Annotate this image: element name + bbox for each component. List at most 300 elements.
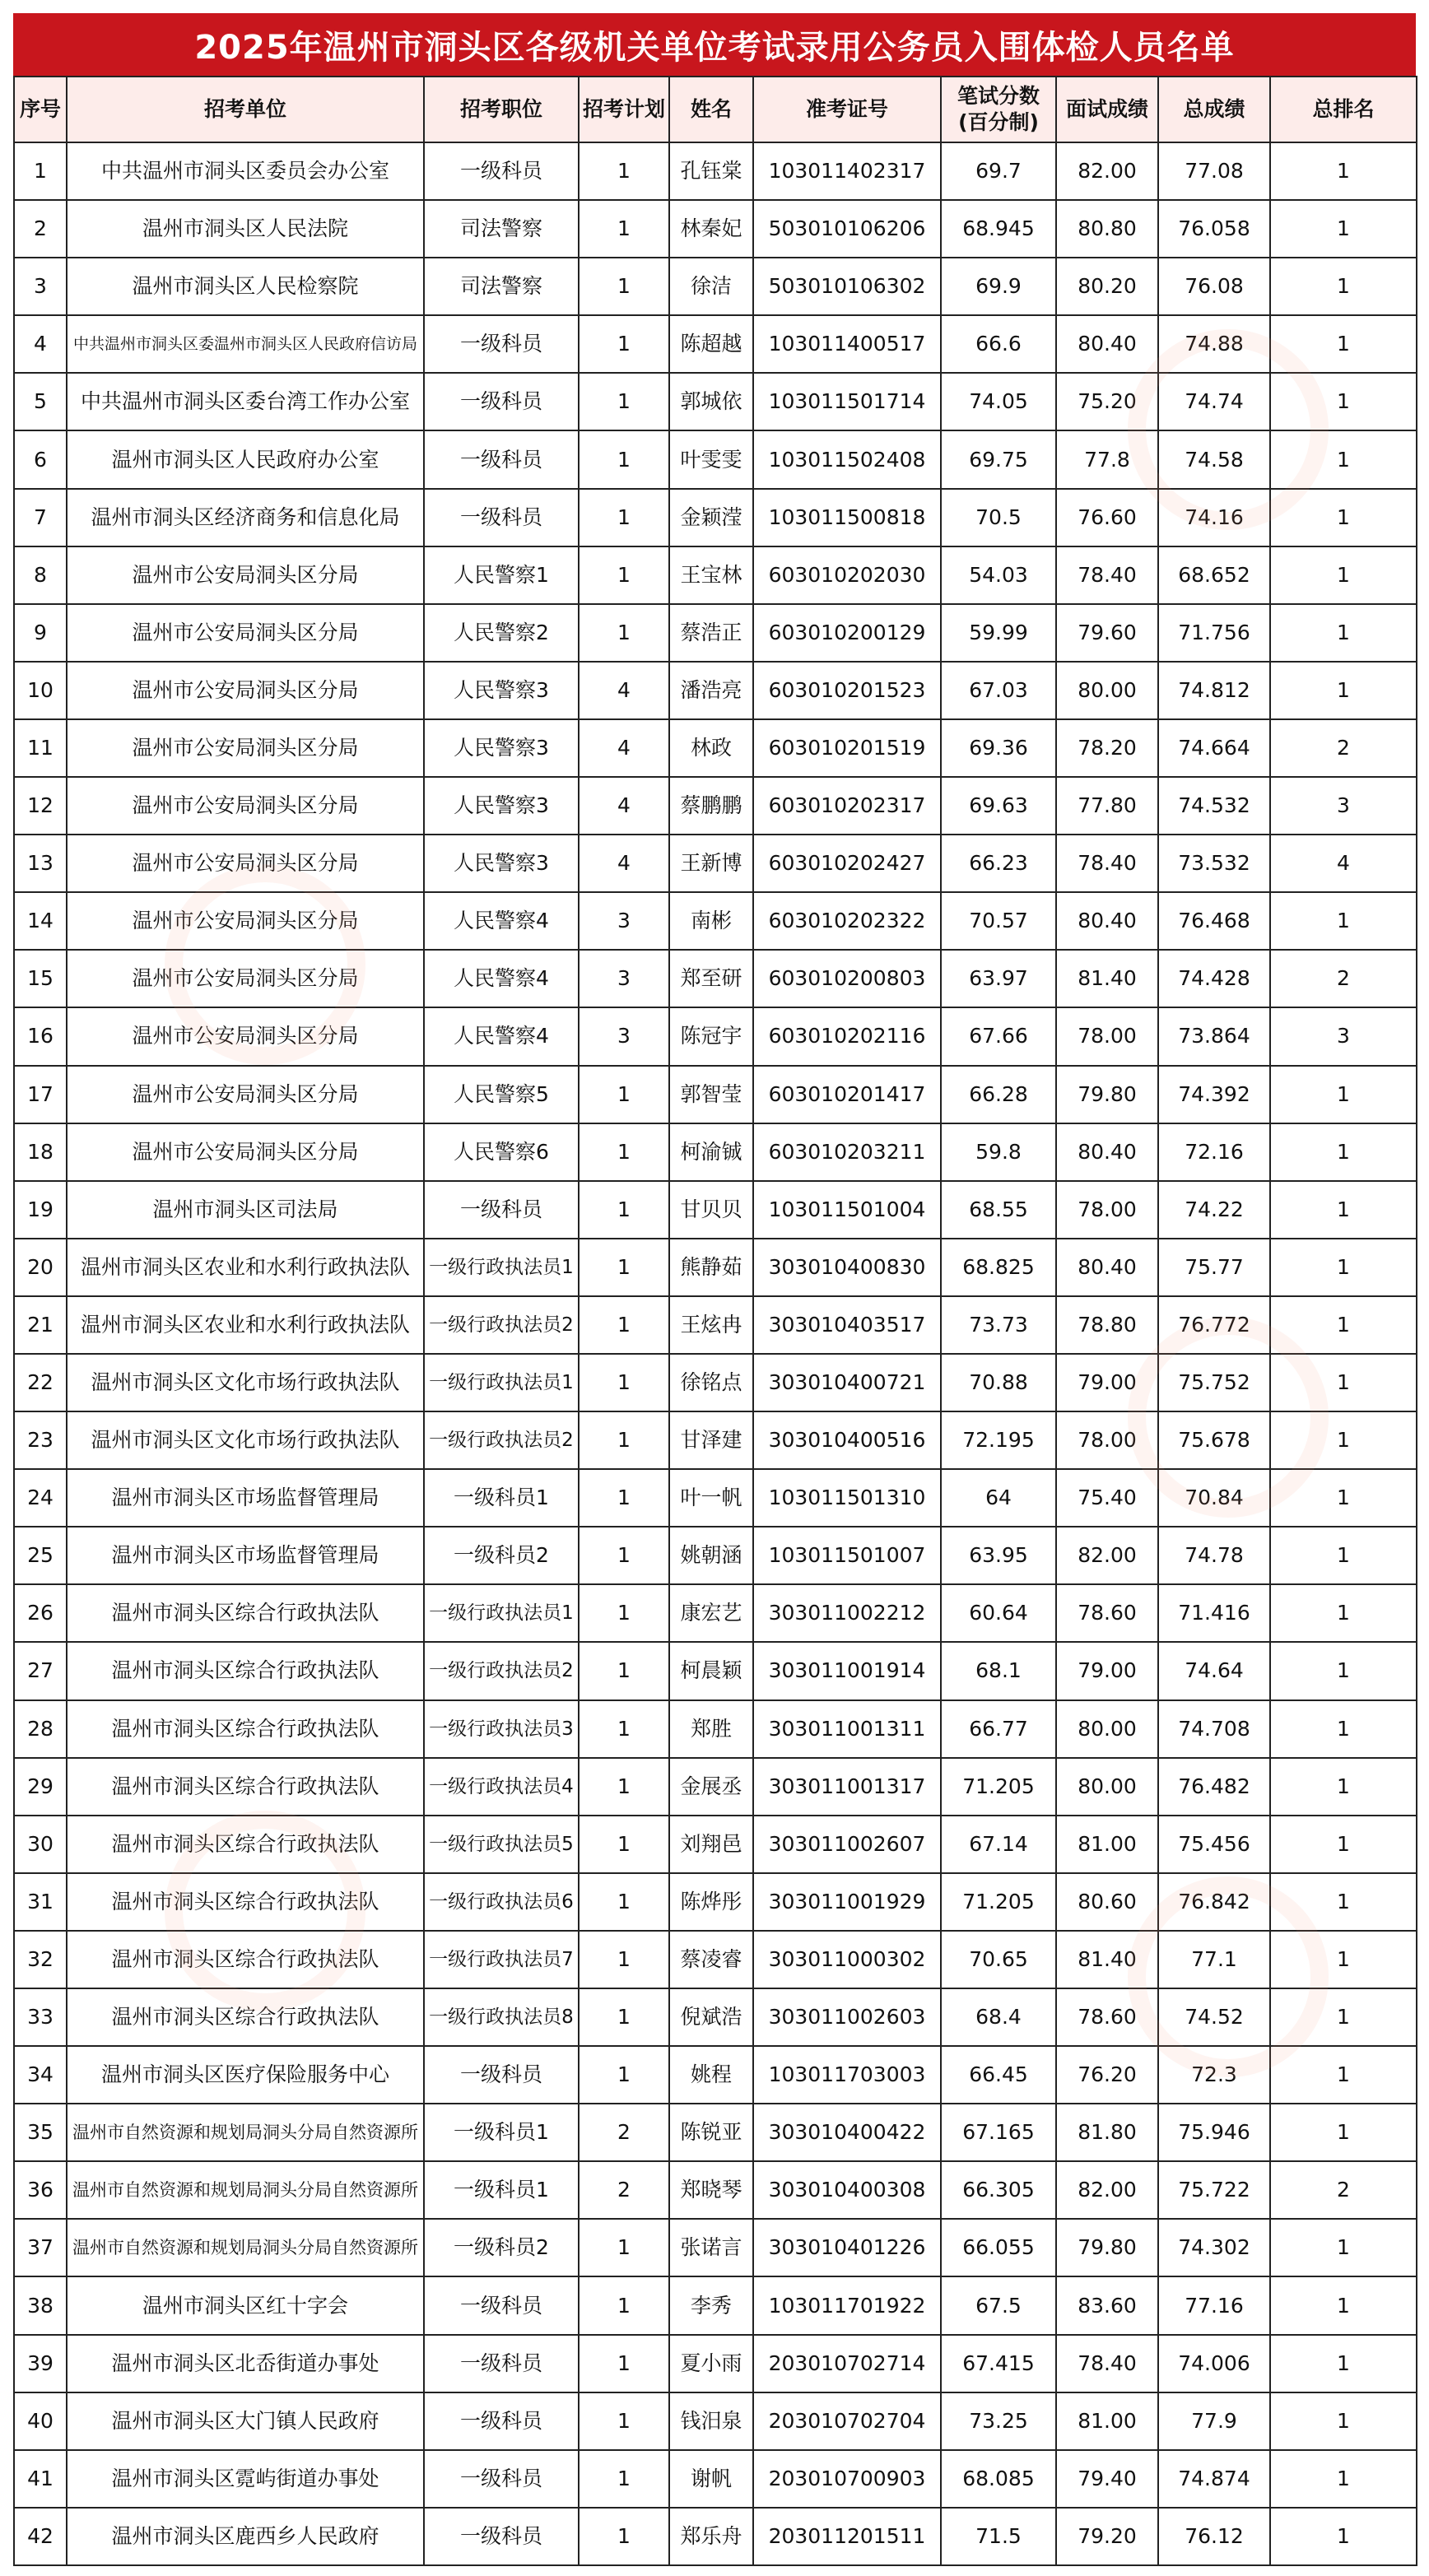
table-body — [14, 142, 1417, 2565]
table-row — [14, 1007, 1417, 1065]
cell-name: 甘贝贝 — [669, 1181, 753, 1239]
cell-plan: 1 — [579, 1873, 669, 1931]
cell-plan: 1 — [579, 1988, 669, 2046]
table-row — [14, 1988, 1417, 2046]
cell-written-score: 69.9 — [941, 258, 1056, 315]
table-row — [14, 950, 1417, 1007]
cell-position: 一级科员 — [424, 489, 579, 546]
cell-name: 王炫冉 — [669, 1296, 753, 1354]
table-row — [14, 430, 1417, 488]
cell-name: 陈冠宇 — [669, 1007, 753, 1065]
cell-written-score: 59.99 — [941, 604, 1056, 662]
cell-rank: 1 — [1270, 1642, 1417, 1700]
cell-seq: 4 — [14, 315, 67, 373]
cell-unit: 温州市洞头区经济商务和信息化局 — [67, 489, 424, 546]
cell-name: 姚朝涵 — [669, 1527, 753, 1584]
cell-position: 人民警察3 — [424, 835, 579, 892]
cell-total-score: 75.722 — [1158, 2161, 1270, 2219]
cell-position: 一级科员1 — [424, 2104, 579, 2161]
cell-exam-no: 203010702704 — [753, 2392, 941, 2450]
cell-exam-no: 303010400308 — [753, 2161, 941, 2219]
cell-total-score: 75.456 — [1158, 1816, 1270, 1873]
cell-seq: 21 — [14, 1296, 67, 1354]
cell-exam-no: 103011501310 — [753, 1469, 941, 1527]
table-row — [14, 2161, 1417, 2219]
cell-plan: 1 — [579, 2219, 669, 2276]
cell-exam-no: 103011501007 — [753, 1527, 941, 1584]
cell-written-score: 74.05 — [941, 373, 1056, 430]
cell-seq: 28 — [14, 1700, 67, 1758]
cell-plan: 1 — [579, 1296, 669, 1354]
cell-plan: 1 — [579, 1700, 669, 1758]
cell-unit: 温州市洞头区综合行政执法队 — [67, 1758, 424, 1816]
cell-rank: 1 — [1270, 315, 1417, 373]
cell-position: 一级科员 — [424, 1181, 579, 1239]
cell-total-score: 76.772 — [1158, 1296, 1270, 1354]
cell-interview-score: 81.40 — [1056, 950, 1158, 1007]
cell-interview-score: 81.40 — [1056, 1931, 1158, 1988]
cell-exam-no: 103011402317 — [753, 142, 941, 200]
cell-position: 人民警察4 — [424, 892, 579, 950]
cell-plan: 1 — [579, 1354, 669, 1411]
cell-seq: 15 — [14, 950, 67, 1007]
cell-exam-no: 103011502408 — [753, 430, 941, 488]
cell-name: 甘泽建 — [669, 1411, 753, 1469]
cell-written-score: 69.36 — [941, 719, 1056, 777]
cell-plan: 1 — [579, 604, 669, 662]
cell-rank: 1 — [1270, 546, 1417, 604]
cell-exam-no: 603010202030 — [753, 546, 941, 604]
cell-exam-no: 303010400422 — [753, 2104, 941, 2161]
cell-total-score: 77.9 — [1158, 2392, 1270, 2450]
cell-exam-no: 103011501714 — [753, 373, 941, 430]
cell-exam-no: 303011001929 — [753, 1873, 941, 1931]
cell-rank: 1 — [1270, 1181, 1417, 1239]
cell-unit: 温州市公安局洞头区分局 — [67, 950, 424, 1007]
cell-position: 一级科员2 — [424, 2219, 579, 2276]
cell-total-score: 74.22 — [1158, 1181, 1270, 1239]
cell-unit: 温州市自然资源和规划局洞头分局自然资源所 — [67, 2104, 424, 2161]
table-row — [14, 489, 1417, 546]
cell-rank: 1 — [1270, 2450, 1417, 2508]
cell-interview-score: 82.00 — [1056, 142, 1158, 200]
cell-interview-score: 80.40 — [1056, 1123, 1158, 1181]
cell-plan: 1 — [579, 2392, 669, 2450]
cell-written-score: 68.085 — [941, 2450, 1056, 2508]
cell-position: 一级科员 — [424, 430, 579, 488]
cell-seq: 5 — [14, 373, 67, 430]
table-row — [14, 719, 1417, 777]
table-row — [14, 1239, 1417, 1296]
cell-plan: 4 — [579, 719, 669, 777]
cell-interview-score: 78.60 — [1056, 1584, 1158, 1642]
cell-written-score: 66.6 — [941, 315, 1056, 373]
cell-exam-no: 303011002603 — [753, 1988, 941, 2046]
cell-position: 一级行政执法员1 — [424, 1584, 579, 1642]
cell-name: 蔡浩正 — [669, 604, 753, 662]
cell-seq: 16 — [14, 1007, 67, 1065]
table-row — [14, 2104, 1417, 2161]
table-row — [14, 892, 1417, 950]
cell-position: 一级科员 — [424, 142, 579, 200]
cell-unit: 温州市公安局洞头区分局 — [67, 546, 424, 604]
cell-position: 一级科员 — [424, 373, 579, 430]
cell-written-score: 66.055 — [941, 2219, 1056, 2276]
cell-name: 王宝林 — [669, 546, 753, 604]
cell-seq: 12 — [14, 777, 67, 835]
cell-exam-no: 503010106302 — [753, 258, 941, 315]
cell-position: 一级行政执法员1 — [424, 1354, 579, 1411]
cell-plan: 1 — [579, 373, 669, 430]
cell-unit: 温州市洞头区综合行政执法队 — [67, 1931, 424, 1988]
cell-unit: 温州市洞头区鹿西乡人民政府 — [67, 2508, 424, 2565]
cell-interview-score: 78.60 — [1056, 1988, 1158, 2046]
cell-rank: 2 — [1270, 719, 1417, 777]
header-written-score: 笔试分数(百分制) — [941, 77, 1056, 142]
cell-written-score: 63.95 — [941, 1527, 1056, 1584]
cell-unit: 中共温州市洞头区委温州市洞头区人民政府信访局 — [67, 315, 424, 373]
cell-rank: 1 — [1270, 1816, 1417, 1873]
cell-unit: 温州市洞头区大门镇人民政府 — [67, 2392, 424, 2450]
cell-total-score: 75.752 — [1158, 1354, 1270, 1411]
cell-unit: 中共温州市洞头区委台湾工作办公室 — [67, 373, 424, 430]
cell-position: 一级行政执法员2 — [424, 1411, 579, 1469]
cell-rank: 1 — [1270, 892, 1417, 950]
cell-interview-score: 77.80 — [1056, 777, 1158, 835]
cell-unit: 温州市公安局洞头区分局 — [67, 604, 424, 662]
cell-interview-score: 80.00 — [1056, 1700, 1158, 1758]
cell-unit: 温州市公安局洞头区分局 — [67, 892, 424, 950]
cell-exam-no: 303010403517 — [753, 1296, 941, 1354]
cell-rank: 1 — [1270, 142, 1417, 200]
cell-exam-no: 303010401226 — [753, 2219, 941, 2276]
cell-total-score: 76.058 — [1158, 200, 1270, 258]
cell-seq: 11 — [14, 719, 67, 777]
cell-name: 陈超越 — [669, 315, 753, 373]
cell-total-score: 74.78 — [1158, 1527, 1270, 1584]
table-row — [14, 1181, 1417, 1239]
cell-interview-score: 79.80 — [1056, 1066, 1158, 1123]
cell-interview-score: 80.40 — [1056, 315, 1158, 373]
header-unit: 招考单位 — [67, 77, 424, 142]
cell-plan: 4 — [579, 777, 669, 835]
cell-exam-no: 103011500818 — [753, 489, 941, 546]
table-row — [14, 1584, 1417, 1642]
cell-exam-no: 303010400516 — [753, 1411, 941, 1469]
candidate-table — [13, 76, 1417, 2566]
cell-interview-score: 76.60 — [1056, 489, 1158, 546]
cell-unit: 温州市洞头区北岙街道办事处 — [67, 2335, 424, 2392]
cell-total-score: 72.16 — [1158, 1123, 1270, 1181]
cell-seq: 1 — [14, 142, 67, 200]
cell-name: 金颖滢 — [669, 489, 753, 546]
cell-plan: 1 — [579, 1239, 669, 1296]
cell-seq: 19 — [14, 1181, 67, 1239]
cell-name: 钱汨泉 — [669, 2392, 753, 2450]
cell-position: 人民警察5 — [424, 1066, 579, 1123]
cell-plan: 1 — [579, 258, 669, 315]
cell-plan: 3 — [579, 950, 669, 1007]
cell-exam-no: 103011703003 — [753, 2046, 941, 2104]
cell-rank: 1 — [1270, 1066, 1417, 1123]
cell-rank: 1 — [1270, 1700, 1417, 1758]
cell-written-score: 67.165 — [941, 2104, 1056, 2161]
cell-written-score: 67.14 — [941, 1816, 1056, 1873]
cell-position: 一级科员 — [424, 2276, 579, 2334]
cell-seq: 42 — [14, 2508, 67, 2565]
cell-plan: 4 — [579, 835, 669, 892]
cell-total-score: 74.874 — [1158, 2450, 1270, 2508]
cell-written-score: 54.03 — [941, 546, 1056, 604]
cell-written-score: 66.23 — [941, 835, 1056, 892]
table-row — [14, 1873, 1417, 1931]
table-row — [14, 1411, 1417, 1469]
cell-seq: 39 — [14, 2335, 67, 2392]
cell-rank: 1 — [1270, 662, 1417, 719]
cell-seq: 29 — [14, 1758, 67, 1816]
table-header-row — [14, 77, 1417, 142]
cell-interview-score: 82.00 — [1056, 2161, 1158, 2219]
cell-exam-no: 603010200803 — [753, 950, 941, 1007]
table-row — [14, 604, 1417, 662]
cell-name: 谢帆 — [669, 2450, 753, 2508]
cell-interview-score: 77.8 — [1056, 430, 1158, 488]
cell-total-score: 76.842 — [1158, 1873, 1270, 1931]
cell-total-score: 74.812 — [1158, 662, 1270, 719]
cell-name: 康宏艺 — [669, 1584, 753, 1642]
cell-written-score: 67.415 — [941, 2335, 1056, 2392]
cell-written-score: 67.66 — [941, 1007, 1056, 1065]
cell-interview-score: 78.20 — [1056, 719, 1158, 777]
document-title: 2025年温州市洞头区各级机关单位考试录用公务员入围体检人员名单 — [13, 13, 1416, 76]
cell-name: 金展丞 — [669, 1758, 753, 1816]
cell-total-score: 72.3 — [1158, 2046, 1270, 2104]
cell-name: 郑晓琴 — [669, 2161, 753, 2219]
cell-position: 一级行政执法员7 — [424, 1931, 579, 1988]
cell-written-score: 69.63 — [941, 777, 1056, 835]
cell-unit: 温州市洞头区综合行政执法队 — [67, 1816, 424, 1873]
cell-name: 徐铭点 — [669, 1354, 753, 1411]
cell-position: 一级科员 — [424, 2508, 579, 2565]
cell-unit: 温州市洞头区人民法院 — [67, 200, 424, 258]
cell-unit: 温州市公安局洞头区分局 — [67, 662, 424, 719]
table-row — [14, 2450, 1417, 2508]
cell-unit: 温州市洞头区文化市场行政执法队 — [67, 1354, 424, 1411]
cell-position: 人民警察3 — [424, 719, 579, 777]
cell-rank: 1 — [1270, 1123, 1417, 1181]
cell-unit: 温州市洞头区综合行政执法队 — [67, 1873, 424, 1931]
cell-exam-no: 303011000302 — [753, 1931, 941, 1988]
cell-written-score: 70.65 — [941, 1931, 1056, 1988]
cell-rank: 2 — [1270, 950, 1417, 1007]
cell-rank: 1 — [1270, 200, 1417, 258]
cell-written-score: 69.75 — [941, 430, 1056, 488]
cell-total-score: 76.08 — [1158, 258, 1270, 315]
cell-rank: 1 — [1270, 1758, 1417, 1816]
cell-unit: 温州市洞头区市场监督管理局 — [67, 1469, 424, 1527]
cell-position: 司法警察 — [424, 258, 579, 315]
cell-interview-score: 78.40 — [1056, 2335, 1158, 2392]
cell-plan: 1 — [579, 1816, 669, 1873]
cell-seq: 36 — [14, 2161, 67, 2219]
cell-written-score: 67.03 — [941, 662, 1056, 719]
cell-interview-score: 79.20 — [1056, 2508, 1158, 2565]
cell-rank: 1 — [1270, 1354, 1417, 1411]
cell-unit: 温州市自然资源和规划局洞头分局自然资源所 — [67, 2161, 424, 2219]
cell-written-score: 73.73 — [941, 1296, 1056, 1354]
cell-written-score: 66.305 — [941, 2161, 1056, 2219]
cell-written-score: 68.945 — [941, 200, 1056, 258]
cell-position: 一级科员1 — [424, 2161, 579, 2219]
cell-total-score: 74.58 — [1158, 430, 1270, 488]
cell-seq: 13 — [14, 835, 67, 892]
cell-seq: 32 — [14, 1931, 67, 1988]
cell-exam-no: 303011001914 — [753, 1642, 941, 1700]
cell-position: 人民警察6 — [424, 1123, 579, 1181]
table-row — [14, 2046, 1417, 2104]
cell-exam-no: 203010702714 — [753, 2335, 941, 2392]
cell-plan: 1 — [579, 1469, 669, 1527]
cell-written-score: 72.195 — [941, 1411, 1056, 1469]
cell-total-score: 77.08 — [1158, 142, 1270, 200]
cell-plan: 2 — [579, 2161, 669, 2219]
cell-name: 郑至研 — [669, 950, 753, 1007]
cell-exam-no: 303010400830 — [753, 1239, 941, 1296]
cell-name: 熊静茹 — [669, 1239, 753, 1296]
cell-seq: 33 — [14, 1988, 67, 2046]
table-row — [14, 2219, 1417, 2276]
cell-written-score: 66.45 — [941, 2046, 1056, 2104]
cell-position: 一级行政执法员4 — [424, 1758, 579, 1816]
cell-rank: 4 — [1270, 835, 1417, 892]
cell-seq: 2 — [14, 200, 67, 258]
cell-written-score: 63.97 — [941, 950, 1056, 1007]
cell-unit: 温州市洞头区霓屿街道办事处 — [67, 2450, 424, 2508]
cell-name: 姚程 — [669, 2046, 753, 2104]
cell-rank: 1 — [1270, 1296, 1417, 1354]
table-row — [14, 373, 1417, 430]
cell-plan: 1 — [579, 1411, 669, 1469]
cell-total-score: 75.678 — [1158, 1411, 1270, 1469]
cell-exam-no: 103011701922 — [753, 2276, 941, 2334]
cell-interview-score: 76.20 — [1056, 2046, 1158, 2104]
cell-exam-no: 603010201519 — [753, 719, 941, 777]
header-plan: 招考计划 — [579, 77, 669, 142]
cell-exam-no: 103011400517 — [753, 315, 941, 373]
cell-interview-score: 79.40 — [1056, 2450, 1158, 2508]
cell-name: 刘翔邑 — [669, 1816, 753, 1873]
cell-plan: 1 — [579, 2335, 669, 2392]
cell-exam-no: 603010203211 — [753, 1123, 941, 1181]
cell-exam-no: 603010200129 — [753, 604, 941, 662]
cell-total-score: 74.64 — [1158, 1642, 1270, 1700]
table-row — [14, 2276, 1417, 2334]
cell-plan: 1 — [579, 430, 669, 488]
header-total-score: 总成绩 — [1158, 77, 1270, 142]
table-row — [14, 662, 1417, 719]
table-row — [14, 1642, 1417, 1700]
header-seq: 序号 — [14, 77, 67, 142]
cell-seq: 23 — [14, 1411, 67, 1469]
cell-interview-score: 78.00 — [1056, 1007, 1158, 1065]
cell-seq: 14 — [14, 892, 67, 950]
cell-position: 一级科员 — [424, 2046, 579, 2104]
cell-seq: 10 — [14, 662, 67, 719]
cell-name: 郑乐舟 — [669, 2508, 753, 2565]
table-row — [14, 1700, 1417, 1758]
cell-rank: 1 — [1270, 489, 1417, 546]
cell-seq: 31 — [14, 1873, 67, 1931]
cell-total-score: 74.428 — [1158, 950, 1270, 1007]
cell-unit: 温州市洞头区医疗保险服务中心 — [67, 2046, 424, 2104]
cell-name: 李秀 — [669, 2276, 753, 2334]
cell-rank: 1 — [1270, 373, 1417, 430]
cell-unit: 温州市公安局洞头区分局 — [67, 719, 424, 777]
cell-written-score: 68.4 — [941, 1988, 1056, 2046]
cell-seq: 20 — [14, 1239, 67, 1296]
header-rank: 总排名 — [1270, 77, 1417, 142]
cell-unit: 温州市洞头区农业和水利行政执法队 — [67, 1296, 424, 1354]
cell-plan: 3 — [579, 1007, 669, 1065]
cell-position: 一级行政执法员2 — [424, 1642, 579, 1700]
cell-position: 一级行政执法员8 — [424, 1988, 579, 2046]
cell-rank: 1 — [1270, 2104, 1417, 2161]
cell-name: 徐洁 — [669, 258, 753, 315]
cell-plan: 1 — [579, 1123, 669, 1181]
cell-plan: 4 — [579, 662, 669, 719]
cell-plan: 1 — [579, 2450, 669, 2508]
cell-name: 南彬 — [669, 892, 753, 950]
cell-name: 郭智莹 — [669, 1066, 753, 1123]
cell-plan: 1 — [579, 315, 669, 373]
cell-position: 人民警察1 — [424, 546, 579, 604]
cell-rank: 1 — [1270, 258, 1417, 315]
cell-unit: 温州市公安局洞头区分局 — [67, 1066, 424, 1123]
cell-seq: 27 — [14, 1642, 67, 1700]
cell-unit: 温州市洞头区人民政府办公室 — [67, 430, 424, 488]
cell-interview-score: 79.60 — [1056, 604, 1158, 662]
cell-rank: 1 — [1270, 604, 1417, 662]
cell-written-score: 68.1 — [941, 1642, 1056, 1700]
cell-seq: 3 — [14, 258, 67, 315]
cell-exam-no: 603010202427 — [753, 835, 941, 892]
cell-position: 人民警察2 — [424, 604, 579, 662]
cell-position: 一级科员 — [424, 315, 579, 373]
cell-plan: 1 — [579, 2046, 669, 2104]
cell-plan: 1 — [579, 2276, 669, 2334]
header-name: 姓名 — [669, 77, 753, 142]
cell-written-score: 73.25 — [941, 2392, 1056, 2450]
cell-interview-score: 80.80 — [1056, 200, 1158, 258]
cell-plan: 1 — [579, 1584, 669, 1642]
cell-name: 蔡凌睿 — [669, 1931, 753, 1988]
cell-seq: 38 — [14, 2276, 67, 2334]
cell-total-score: 73.532 — [1158, 835, 1270, 892]
table-row — [14, 835, 1417, 892]
cell-total-score: 68.652 — [1158, 546, 1270, 604]
cell-plan: 1 — [579, 1181, 669, 1239]
cell-written-score: 66.28 — [941, 1066, 1056, 1123]
cell-plan: 1 — [579, 1931, 669, 1988]
cell-name: 蔡鹏鹏 — [669, 777, 753, 835]
cell-interview-score: 78.40 — [1056, 835, 1158, 892]
cell-exam-no: 303011001311 — [753, 1700, 941, 1758]
cell-unit: 温州市洞头区文化市场行政执法队 — [67, 1411, 424, 1469]
cell-exam-no: 303011002607 — [753, 1816, 941, 1873]
cell-position: 一级行政执法员3 — [424, 1700, 579, 1758]
cell-seq: 40 — [14, 2392, 67, 2450]
cell-interview-score: 80.40 — [1056, 892, 1158, 950]
